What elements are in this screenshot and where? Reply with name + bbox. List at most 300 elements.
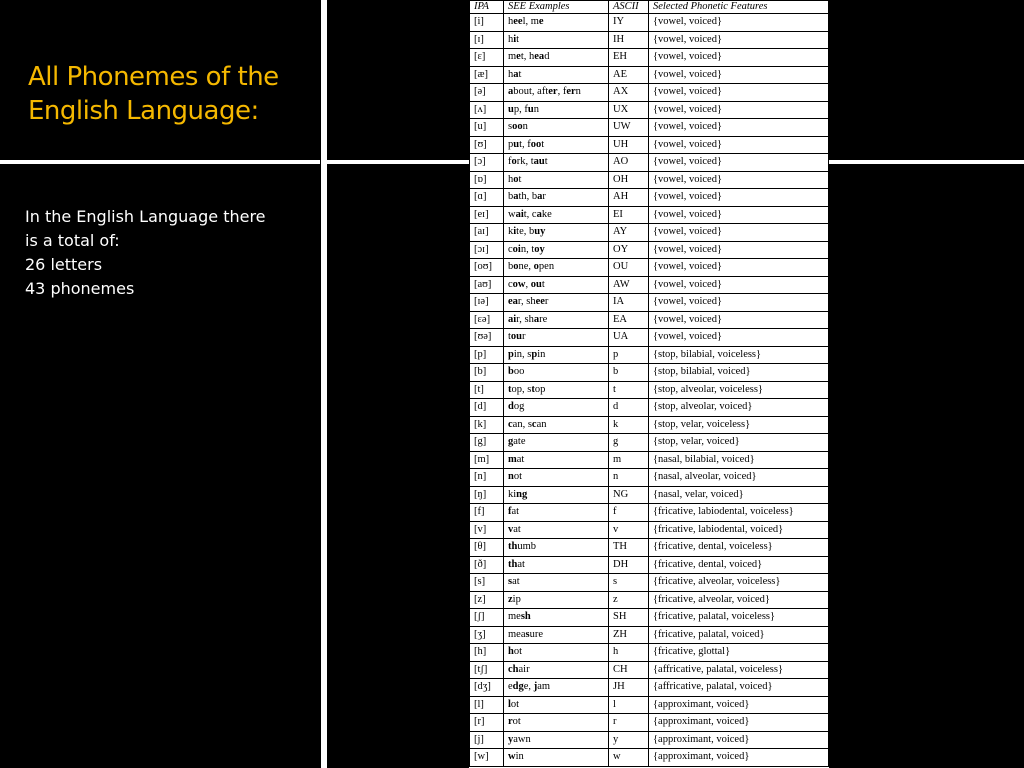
example-text: e xyxy=(508,681,513,693)
cell-examples xyxy=(504,521,609,539)
example-text: k xyxy=(508,226,514,238)
cell-ipa: [dʒ] xyxy=(470,679,504,697)
example-text: t xyxy=(516,33,520,45)
cell-features: {vowel, voiced} xyxy=(649,101,829,119)
table-row xyxy=(470,84,829,102)
example-text: og xyxy=(513,401,525,413)
cell-ascii: AY xyxy=(609,224,649,242)
cell-features: {stop, bilabial, voiced} xyxy=(649,364,829,382)
slide-title: All Phonemes of the English Language: xyxy=(28,62,279,126)
example-text: ot xyxy=(513,646,523,658)
example-highlight: ea xyxy=(508,296,518,308)
example-highlight: er xyxy=(566,86,576,98)
cell-examples xyxy=(504,574,609,592)
cell-examples xyxy=(504,154,609,172)
cell-features: {nasal, bilabial, voiced} xyxy=(649,451,829,469)
example-highlight: e xyxy=(538,16,544,28)
example-text: b xyxy=(508,191,514,203)
cell-ascii: m xyxy=(609,451,649,469)
cell-ipa: [u] xyxy=(470,119,504,137)
cell-ascii: NG xyxy=(609,486,649,504)
example-highlight: i xyxy=(513,33,517,45)
example-text: h xyxy=(508,68,514,80)
table-row xyxy=(470,679,829,697)
cell-ipa: [ɑ] xyxy=(470,189,504,207)
example-text: me xyxy=(508,611,521,623)
cell-features: {stop, velar, voiceless} xyxy=(649,416,829,434)
cell-ascii: OU xyxy=(609,259,649,277)
cell-features: {stop, alveolar, voiced} xyxy=(649,399,829,417)
example-text: in xyxy=(515,751,524,763)
example-highlight: ch xyxy=(508,663,519,675)
cell-ascii: w xyxy=(609,749,649,767)
cell-ipa: [ʒ] xyxy=(470,626,504,644)
example-text: t xyxy=(541,278,545,290)
cell-ipa: [ŋ] xyxy=(470,486,504,504)
example-highlight: ng xyxy=(516,488,528,500)
cell-ipa: [f] xyxy=(470,504,504,522)
example-text: air xyxy=(518,663,530,675)
example-text: h xyxy=(508,173,514,185)
table-row xyxy=(470,626,829,644)
cell-features: {vowel, voiced} xyxy=(649,276,829,294)
cell-features: {approximant, voiced} xyxy=(649,731,829,749)
cell-examples xyxy=(504,49,609,67)
cell-ipa: [ɛ] xyxy=(470,49,504,67)
example-text: m xyxy=(508,51,517,63)
cell-ascii: UA xyxy=(609,329,649,347)
table-row xyxy=(470,49,829,67)
example-highlight: e xyxy=(516,51,521,63)
table-row xyxy=(470,539,829,557)
cell-features: {vowel, voiced} xyxy=(649,31,829,49)
cell-examples xyxy=(504,329,609,347)
cell-features: {stop, alveolar, voiceless} xyxy=(649,381,829,399)
cell-examples xyxy=(504,259,609,277)
table-row xyxy=(470,14,829,32)
example-highlight: oy xyxy=(534,243,545,255)
example-highlight: ow xyxy=(512,278,526,290)
table-row xyxy=(470,189,829,207)
cell-ascii: v xyxy=(609,521,649,539)
cell-examples xyxy=(504,276,609,294)
example-text: c xyxy=(508,278,513,290)
example-highlight: s xyxy=(525,628,530,640)
example-text: t, f xyxy=(519,138,531,150)
example-highlight: w xyxy=(508,751,516,763)
example-highlight: h xyxy=(508,646,514,658)
cell-ipa: [i] xyxy=(470,14,504,32)
cell-features: {affricative, palatal, voiceless} xyxy=(649,661,829,679)
example-highlight: u xyxy=(527,103,534,115)
cell-features: {vowel, voiced} xyxy=(649,119,829,137)
cell-ipa: [aɪ] xyxy=(470,224,504,242)
cell-ipa: [æ] xyxy=(470,66,504,84)
example-text: at xyxy=(512,576,520,588)
example-highlight: a xyxy=(513,191,519,203)
cell-ascii: DH xyxy=(609,556,649,574)
cell-features: {vowel, voiced} xyxy=(649,66,829,84)
cell-ipa: [ə] xyxy=(470,84,504,102)
cell-features: {vowel, voiced} xyxy=(649,84,829,102)
cell-examples xyxy=(504,294,609,312)
cell-ipa: [eɪ] xyxy=(470,206,504,224)
cell-ipa: [ɒ] xyxy=(470,171,504,189)
cell-examples xyxy=(504,119,609,137)
body-line: 26 letters xyxy=(25,255,103,274)
example-highlight: ea xyxy=(534,51,545,63)
header-ipa: IPA xyxy=(470,1,504,14)
example-highlight: b xyxy=(508,366,514,378)
example-highlight: uy xyxy=(534,226,546,238)
cell-features: {vowel, voiced} xyxy=(649,14,829,32)
table-row xyxy=(470,731,829,749)
cell-examples xyxy=(504,381,609,399)
header-features: Selected Phonetic Features xyxy=(649,1,829,14)
example-text: t, c xyxy=(523,208,537,220)
cell-ascii: p xyxy=(609,346,649,364)
cell-examples xyxy=(504,206,609,224)
example-highlight: m xyxy=(508,453,517,465)
cell-features: {vowel, voiced} xyxy=(649,294,829,312)
example-text: ot xyxy=(510,698,520,710)
cell-ascii: d xyxy=(609,399,649,417)
table-row xyxy=(470,504,829,522)
cell-examples xyxy=(504,434,609,452)
example-highlight: c xyxy=(508,418,513,430)
cell-examples xyxy=(504,189,609,207)
cell-ascii: JH xyxy=(609,679,649,697)
example-text: n xyxy=(533,103,539,115)
table-row xyxy=(470,714,829,732)
table-row xyxy=(470,399,829,417)
cell-features: {stop, velar, voiced} xyxy=(649,434,829,452)
table-row xyxy=(470,609,829,627)
cell-features: {fricative, labiodental, voiceless} xyxy=(649,504,829,522)
cell-examples xyxy=(504,609,609,627)
example-text: h xyxy=(508,33,514,45)
body-line: In the English Language there xyxy=(25,207,266,226)
cell-ipa: [oʊ] xyxy=(470,259,504,277)
cell-examples xyxy=(504,679,609,697)
example-text: in xyxy=(537,348,546,360)
example-highlight: ai xyxy=(508,313,517,325)
cell-examples xyxy=(504,451,609,469)
cell-ascii: IA xyxy=(609,294,649,312)
example-highlight: o xyxy=(513,173,519,185)
cell-features: {vowel, voiced} xyxy=(649,259,829,277)
cell-ipa: [w] xyxy=(470,749,504,767)
example-text: am xyxy=(537,681,551,693)
example-text: t xyxy=(518,68,522,80)
example-text: rk, t xyxy=(516,156,534,168)
example-text: b xyxy=(508,261,514,273)
cell-ascii: UH xyxy=(609,136,649,154)
example-highlight: er xyxy=(548,86,558,98)
example-text: umb xyxy=(517,541,537,553)
table-row xyxy=(470,346,829,364)
example-highlight: oo xyxy=(512,121,523,133)
cell-features: {fricative, dental, voiceless} xyxy=(649,539,829,557)
example-text: r xyxy=(544,296,549,308)
table-row xyxy=(470,259,829,277)
example-text: th, b xyxy=(518,191,538,203)
example-text: e, xyxy=(523,681,534,693)
header-examples: SEE Examples xyxy=(504,1,609,14)
cell-examples xyxy=(504,749,609,767)
example-highlight: l xyxy=(508,698,511,710)
cell-ascii: y xyxy=(609,731,649,749)
cell-ipa: [ʊə] xyxy=(470,329,504,347)
cell-examples xyxy=(504,504,609,522)
cell-examples xyxy=(504,224,609,242)
table-row xyxy=(470,136,829,154)
table-row xyxy=(470,434,829,452)
example-text: r xyxy=(542,191,546,203)
cell-ipa: [d] xyxy=(470,399,504,417)
example-highlight: oo xyxy=(530,138,542,150)
cell-examples xyxy=(504,696,609,714)
cell-examples xyxy=(504,486,609,504)
example-highlight: g xyxy=(508,436,514,448)
cell-examples xyxy=(504,311,609,329)
example-text: r, sh xyxy=(517,296,536,308)
cell-examples xyxy=(504,66,609,84)
cell-ipa: [ɔ] xyxy=(470,154,504,172)
cell-ascii: SH xyxy=(609,609,649,627)
cell-examples xyxy=(504,364,609,382)
example-highlight: n xyxy=(508,471,514,483)
example-text: ki xyxy=(508,488,517,500)
table-row xyxy=(470,469,829,487)
example-text: op xyxy=(534,383,546,395)
cell-ipa: [l] xyxy=(470,696,504,714)
table-row xyxy=(470,644,829,662)
cell-ascii: f xyxy=(609,504,649,522)
example-highlight: a xyxy=(508,86,514,98)
cell-ipa: [aʊ] xyxy=(470,276,504,294)
example-text: ot xyxy=(512,716,521,728)
header-ascii: ASCII xyxy=(609,1,649,14)
example-highlight: t xyxy=(531,383,535,395)
example-highlight: p xyxy=(508,348,514,360)
example-highlight: th xyxy=(508,541,518,553)
example-highlight: ee xyxy=(535,296,545,308)
cell-ipa: [ʊ] xyxy=(470,136,504,154)
example-highlight: th xyxy=(508,558,518,570)
cell-features: {affricative, palatal, voiced} xyxy=(649,679,829,697)
example-highlight: y xyxy=(508,733,514,745)
cell-ipa: [z] xyxy=(470,591,504,609)
divider-horizontal-middle xyxy=(327,160,469,164)
example-highlight: sh xyxy=(520,611,531,623)
example-highlight: a xyxy=(533,313,540,325)
example-text: bout, aft xyxy=(513,86,549,98)
example-text: ure xyxy=(529,628,544,640)
table-row xyxy=(470,101,829,119)
table-row xyxy=(470,241,829,259)
cell-ipa: [h] xyxy=(470,644,504,662)
cell-ascii: z xyxy=(609,591,649,609)
example-highlight: u xyxy=(513,138,520,150)
table-row xyxy=(470,171,829,189)
example-highlight: d xyxy=(508,401,514,413)
table-row xyxy=(470,66,829,84)
cell-examples xyxy=(504,101,609,119)
cell-ascii: AH xyxy=(609,189,649,207)
table-row xyxy=(470,329,829,347)
cell-ipa: [ʃ] xyxy=(470,609,504,627)
table-header-row xyxy=(470,1,829,14)
divider-horizontal-right xyxy=(829,160,1024,164)
cell-ipa: [ɔɪ] xyxy=(470,241,504,259)
table-row xyxy=(470,206,829,224)
table-row xyxy=(470,311,829,329)
example-text: re xyxy=(539,313,548,325)
table-row xyxy=(470,294,829,312)
table-row xyxy=(470,31,829,49)
example-text: n xyxy=(575,86,581,98)
example-highlight: f xyxy=(508,506,512,518)
cell-features: {fricative, dental, voiced} xyxy=(649,556,829,574)
cell-examples xyxy=(504,644,609,662)
divider-horizontal-left xyxy=(0,160,320,164)
body-line: 43 phonemes xyxy=(25,279,135,298)
example-highlight: p xyxy=(531,348,538,360)
cell-features: {vowel, voiced} xyxy=(649,154,829,172)
cell-features: {stop, bilabial, voiceless} xyxy=(649,346,829,364)
table-row xyxy=(470,696,829,714)
example-text: op, s xyxy=(511,383,532,395)
cell-ascii: CH xyxy=(609,661,649,679)
cell-ascii: EI xyxy=(609,206,649,224)
cell-features: {fricative, palatal, voiced} xyxy=(649,626,829,644)
cell-examples xyxy=(504,84,609,102)
cell-ipa: [tʃ] xyxy=(470,661,504,679)
table-row xyxy=(470,154,829,172)
example-text: n xyxy=(522,121,528,133)
cell-examples xyxy=(504,241,609,259)
cell-features: {fricative, alveolar, voiceless} xyxy=(649,574,829,592)
cell-ascii: EH xyxy=(609,49,649,67)
body-line: is a total of: xyxy=(25,231,120,250)
cell-ascii: TH xyxy=(609,539,649,557)
example-text: c xyxy=(508,243,513,255)
cell-ascii: AE xyxy=(609,66,649,84)
cell-features: {vowel, voiced} xyxy=(649,224,829,242)
cell-ascii: h xyxy=(609,644,649,662)
example-text: r, sh xyxy=(516,313,534,325)
cell-examples xyxy=(504,556,609,574)
cell-examples xyxy=(504,661,609,679)
cell-ascii: AO xyxy=(609,154,649,172)
cell-examples xyxy=(504,346,609,364)
table-row xyxy=(470,119,829,137)
example-text: f xyxy=(508,156,512,168)
example-text: t xyxy=(508,331,511,343)
cell-features: {vowel, voiced} xyxy=(649,241,829,259)
example-highlight: t xyxy=(508,383,512,395)
example-text: at xyxy=(516,453,525,465)
cell-ascii: ZH xyxy=(609,626,649,644)
slide-body xyxy=(25,205,315,301)
cell-ascii: IY xyxy=(609,14,649,32)
example-highlight: a xyxy=(536,208,542,220)
cell-ipa: [n] xyxy=(470,469,504,487)
cell-ipa: [ɛə] xyxy=(470,311,504,329)
cell-ipa: [r] xyxy=(470,714,504,732)
cell-examples xyxy=(504,469,609,487)
table-row xyxy=(470,521,829,539)
example-text: ot xyxy=(513,471,523,483)
example-text: s xyxy=(508,121,513,133)
example-text: ip xyxy=(512,593,521,605)
cell-ascii: UW xyxy=(609,119,649,137)
example-text: an, s xyxy=(512,418,532,430)
cell-features: {fricative, glottal} xyxy=(649,644,829,662)
phoneme-table-container xyxy=(469,0,829,768)
divider-vertical xyxy=(321,0,327,768)
cell-ascii: b xyxy=(609,364,649,382)
table-row xyxy=(470,574,829,592)
cell-features: {vowel, voiced} xyxy=(649,49,829,67)
example-text: p, f xyxy=(513,103,528,115)
cell-examples xyxy=(504,14,609,32)
example-text: ate xyxy=(513,436,526,448)
cell-features: {approximant, voiced} xyxy=(649,714,829,732)
cell-ipa: [ɪə] xyxy=(470,294,504,312)
table-row xyxy=(470,276,829,294)
cell-examples xyxy=(504,591,609,609)
cell-ascii: r xyxy=(609,714,649,732)
table-row xyxy=(470,556,829,574)
cell-ipa: [b] xyxy=(470,364,504,382)
example-text: , f xyxy=(557,86,567,98)
cell-examples xyxy=(504,416,609,434)
example-highlight: ee xyxy=(513,16,523,28)
example-text: t xyxy=(544,156,548,168)
example-highlight: ou xyxy=(510,331,523,343)
example-text: l, m xyxy=(522,16,539,28)
cell-features: {fricative, labiodental, voiced} xyxy=(649,521,829,539)
cell-examples xyxy=(504,626,609,644)
cell-ascii: g xyxy=(609,434,649,452)
example-text: t xyxy=(541,138,545,150)
example-text: p xyxy=(508,138,514,150)
cell-examples xyxy=(504,171,609,189)
example-text: ke xyxy=(541,208,552,220)
cell-ascii: n xyxy=(609,469,649,487)
example-text: in, s xyxy=(513,348,532,360)
cell-features: {fricative, alveolar, voiced} xyxy=(649,591,829,609)
cell-features: {vowel, voiced} xyxy=(649,189,829,207)
cell-ipa: [s] xyxy=(470,574,504,592)
cell-ascii: OH xyxy=(609,171,649,189)
cell-ascii: OY xyxy=(609,241,649,259)
table-row xyxy=(470,661,829,679)
table-row xyxy=(470,451,829,469)
example-text: at xyxy=(511,506,520,518)
example-highlight: a xyxy=(537,191,543,203)
cell-examples xyxy=(504,731,609,749)
cell-examples xyxy=(504,714,609,732)
example-text: at xyxy=(513,523,521,535)
cell-features: {vowel, voiced} xyxy=(649,171,829,189)
cell-examples xyxy=(504,399,609,417)
table-row xyxy=(470,486,829,504)
example-highlight: z xyxy=(508,593,513,605)
example-text: n, t xyxy=(520,243,535,255)
